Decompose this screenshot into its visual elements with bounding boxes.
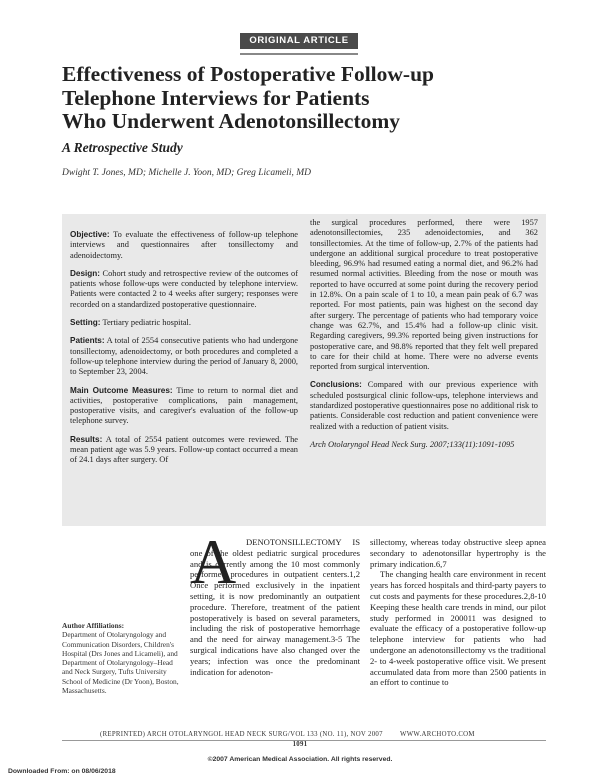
title-line-2: Telephone Interviews for Patients: [62, 85, 370, 110]
abstract-column-left: [70, 230, 298, 474]
banner-underline: [240, 53, 358, 55]
outcome-heading: Main Outcome Measures:: [70, 385, 173, 395]
conclusions-heading: Conclusions:: [310, 380, 362, 390]
conclusions-text: Compared with our previous experience with scheduled postsurgical clinic follow-ups, telephone interviews and standardized postoperative questionnaires pose no additional risk to patients. Considerable cost reduction and patient convenience were realized with a reduction of patient visits.: [310, 380, 539, 431]
article-subtitle: A Retrospective Study: [62, 140, 183, 155]
journal-reference: (REPRINTED) ARCH OTOLARYNGOL HEAD NECK SURG/VOL 133 (NO. 11), NOV 2007: [100, 731, 383, 738]
results-continued: the surgical procedures performed, there were 1957 adenotonsillectomies, 235 adenoidectomies, and 362 tonsillectomies. At the time of follow-up, 2.7% of the patients had undergone an additional surgical procedure to treat postoperative bleeding, 96.9% had resumed eating a normal diet, and 96.2% had resumed normal activities. Bleeding from the nose or mouth was reported to have occurred at some point during the recovery period in 12.8%. On a pain scale of 1 to 10, a mean pain peak of 6.7 was reported. For most patients, pain was highest on the second day after surgery. The percentage of patients who had temporary voice change was 62.7%, and 15.4% had a follow-up clinic visit. Regarding caregivers, 99.3% reported being given instructions for postoperative care, and 98.8% reported that they felt well prepared to care for their child at home. There were no adverse events reported from surgical intervention.: [310, 218, 538, 372]
citation: Arch Otolaryngol Head Neck Surg. 2007;133(11):1091-1095: [310, 439, 515, 449]
design-heading: Design:: [70, 268, 101, 278]
page-number: 1091: [292, 741, 308, 748]
article-title: [62, 63, 562, 134]
body-column-1: DENOTONSILLECTOMY IS one of the oldest pediatric surgical procedures and is currently among the 10 most commonly performed procedures in outpatient centers.1,2 Once performed exclusively in the inpatient setting, it is now predominantly an outpatient procedure. Therefore, treatment of the patient postoperatively is based on several parameters, including the risk of postoperative hemorrhage and the need for airway management.3-5 The surgical indications have also changed over the years; infection was once the predominant indication for adenoton-: [190, 537, 360, 677]
abstract-column-right: [310, 218, 538, 458]
copyright-notice: ©2007 American Medical Association. All rights reserved.: [207, 756, 393, 763]
abstract-setting: [70, 318, 298, 328]
outcome-text: Time to return to normal diet and activities, postoperative complications, pain management, postoperative visits, and caregiver's evaluation of the follow-up telephone survey.: [70, 385, 298, 426]
download-stamp: Downloaded From: on 08/06/2018: [8, 768, 116, 775]
journal-website: WWW.ARCHOTO.COM: [400, 731, 475, 738]
body-paragraph-1: sillectomy, whereas today obstructive sleep apnea secondary to adenotonsillar hypertrophy is the primary indication.6,7: [370, 537, 546, 569]
objective-heading: Objective:: [70, 230, 110, 239]
affiliations-text: Department of Otolaryngology and Communication Disorders, Children's Hospital (Drs Jones and Licameli), and Department of Otolaryngology–Head and Neck Surgery, Tufts University School of Medicine (Dr Yoon), Boston, Massachusetts.: [62, 630, 179, 696]
body-paragraph-2: The changing health care environment in recent years has forced hospitals and third-party payers to cut costs and payments for these procedures.2,8-10 Keeping these health care trends in mind, our pilot study performed in 200011 was designed to evaluate the efficacy of a postoperative follow-up telephone interview for patients who had undergone an adenotonsillectomy vs the traditional 2- to 4-week postoperative office visit. We present accumulated data from more than 2500 patients in an effort to continue to: [370, 569, 546, 688]
patients-heading: Patients:: [70, 336, 105, 346]
abstract-outcome-measures: [70, 386, 298, 427]
body-column-2: [370, 537, 546, 688]
title-line-1: Effectiveness of Postoperative Follow-up: [62, 62, 434, 86]
abstract-conclusions: [310, 380, 538, 431]
drop-cap: A: [190, 526, 237, 597]
patients-text: A total of 2554 consecutive patients who had undergone tonsillectomy, adenoidectomy, or both procedures and completed a follow-up telephone interview during the period of January 8, 2000, to September 23, 2004.: [70, 336, 298, 377]
affiliations-heading: Author Affiliations:: [62, 621, 125, 630]
setting-text: Tertiary pediatric hospital.: [102, 318, 191, 328]
results-heading: Results:: [70, 434, 103, 444]
article-type-banner: ORIGINAL ARTICLE: [240, 33, 358, 49]
setting-heading: Setting:: [70, 318, 101, 328]
abstract-results: [70, 435, 298, 466]
author-list: Dwight T. Jones, MD; Michelle J. Yoon, MD; Greg Licameli, MD: [62, 168, 311, 178]
author-affiliations: [62, 621, 184, 695]
results-text: A total of 2554 patient outcomes were reviewed. The mean patient age was 5.9 years. Follow-up contact occurred a mean of 24.1 days after surgery. Of: [70, 434, 298, 465]
abstract-design: [70, 269, 298, 310]
title-line-3: Who Underwent Adenotonsillectomy: [62, 109, 401, 133]
objective-text: To evaluate the effectiveness of follow-up telephone interviews and questionnaires after tonsillectomy and adenoidectomy.: [70, 230, 299, 260]
design-text: Cohort study and retrospective review of the outcomes of patients whose follow-ups were conducted by telephone interview. Patients were contacted 2 to 4 weeks after surgery; responses were recorded on a standardized postoperative questionnaire.: [70, 268, 299, 309]
abstract-patients: [70, 336, 298, 377]
abstract-objective: [70, 230, 298, 261]
